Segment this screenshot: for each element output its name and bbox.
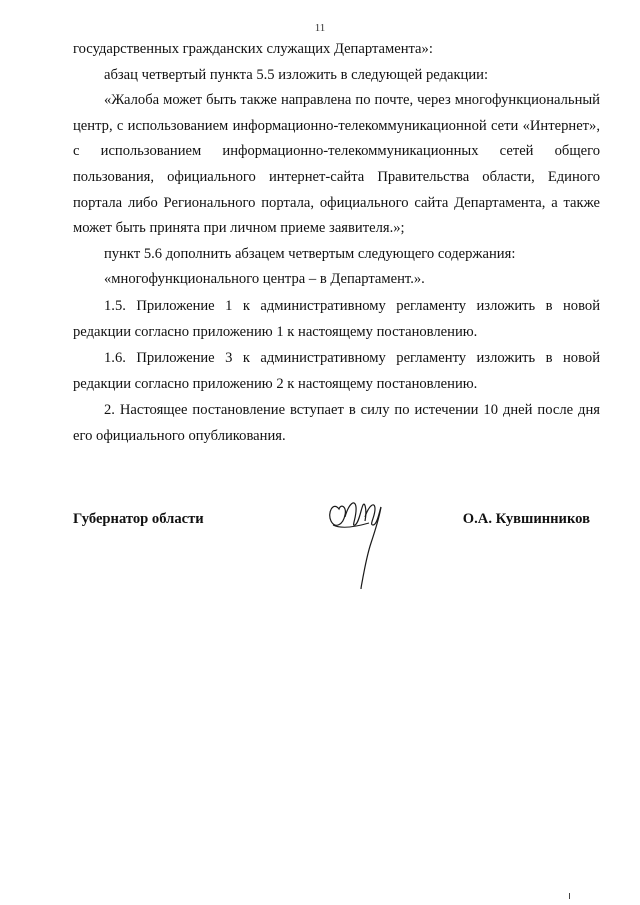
signature-block	[73, 511, 600, 611]
paragraph-continuation: государственных гражданских служащих Департамента»:	[73, 41, 433, 57]
page-number: 11	[314, 22, 326, 34]
signer-position: Губернатор области	[73, 511, 204, 527]
scan-artifact	[569, 893, 570, 899]
paragraph-mfc-text: «многофункционального центра – в Департамент.».	[104, 271, 425, 288]
signer-name: О.А. Кувшинников	[462, 511, 590, 527]
paragraph-complaint-text: «Жалоба может быть также направлена по почте, через многофункциональный центр, с использованием информационно-телекоммуникационной сети «Интернет», с использованием информационно-телекоммуникационных сетей общего пользования, официального интернет-сайта Правительства области, Единого портала либо Регионального портала, официального сайта Департамента, а также может быть принята при личном приеме заявителя.»;	[73, 92, 600, 237]
paragraph-amend-5-6: пункт 5.6 дополнить абзацем четвертым следующего содержания:	[104, 245, 516, 262]
paragraph-amend-5-5: абзац четвертый пункта 5.5 изложить в следующей редакции:	[104, 66, 489, 83]
paragraph-2: 2. Настоящее постановление вступает в силу по истечении 10 дней после дня его официального опубликования.	[73, 402, 600, 444]
paragraph-1-6: 1.6. Приложение 3 к административному регламенту изложить в новой редакции согласно приложению 2 к настоящему постановлению.	[73, 350, 600, 392]
document-body	[73, 37, 600, 450]
handwritten-signature-icon	[325, 495, 395, 593]
paragraph-1-5: 1.5. Приложение 1 к административному регламенту изложить в новой редакции согласно приложению 1 к настоящему постановлению.	[73, 297, 600, 340]
